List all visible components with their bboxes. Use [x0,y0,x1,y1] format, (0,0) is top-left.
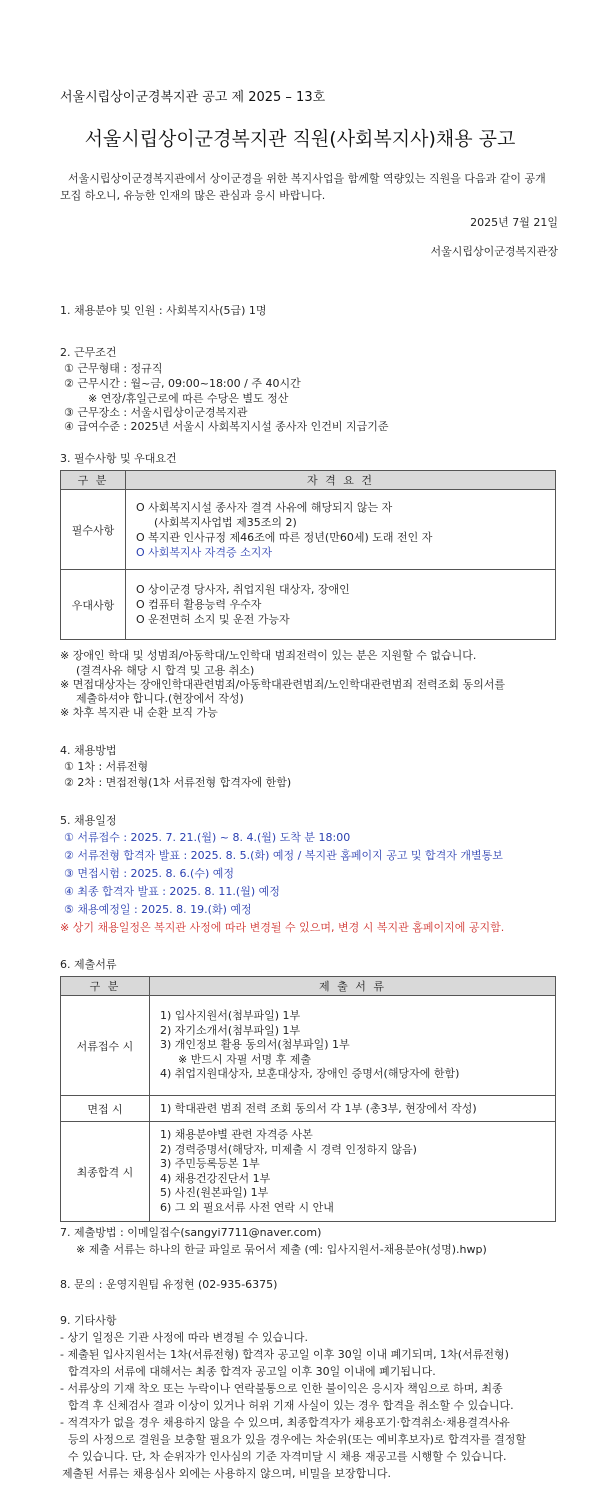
s5-item: ⑤ 채용예정일 : 2025. 8. 19.(화) 예정 [64,903,252,916]
section-5-heading: 5. 채용일정 [60,814,117,827]
row-label: 면접 시 [61,1096,150,1122]
s7-note: ※ 제출 서류는 하나의 한글 파일로 묶어서 제출 (예: 입사지원서-채용분야(성명).hwp) [76,1243,487,1256]
s3-note: ※ 장애인 학대 및 성범죄/아동학대/노인학대 범죄전력이 있는 분은 지원할 수 없습니다. [60,649,477,662]
list-item: 2) 경력증명서(해당자, 미제출 시 경력 인정하지 않음) [160,1142,417,1156]
list-item: 4) 채용건강진단서 1부 [160,1171,271,1185]
document-list [150,1096,556,1122]
section-3-heading: 3. 필수사항 및 우대요건 [60,452,177,465]
s9-line: 수 있습니다. 단, 차 순위자가 인사심의 기준 자격미달 시 채용 재공고를 시행할 수 있습니다. [68,1450,507,1463]
s3-note: ※ 차후 복지관 내 순환 보직 가능 [60,706,218,719]
document-list [150,1122,556,1222]
row-label: 서류접수 시 [61,996,150,1096]
list-item: O 운전면허 소지 및 운전 가능자 [136,613,290,626]
list-item: 3) 개인정보 활용 동의서(첨부파일) 1부 [160,1038,350,1052]
list-item: O 사회복지사 자격증 소지자 [136,545,273,559]
s5-item: ② 서류전형 합격자 발표 : 2025. 8. 5.(화) 예정 / 복지관 홈페이지 공고 및 합격자 개별통보 [64,849,503,862]
required-label: 필수사항 [61,490,126,570]
s3-note: ※ 면접대상자는 장애인학대관련범죄/아동학대관련범죄/노인학대관련범죄 전력조회 동의서를 [60,678,506,691]
notice-date: 2025년 7월 21일 [470,216,558,229]
list-item: (사회복지사업법 제35조의 2) [154,515,297,529]
list-item: ※ 반드시 자필 서명 후 제출 [178,1052,311,1066]
section-4-heading: 4. 채용방법 [60,744,117,757]
s9-line: 합격자의 서류에 대해서는 최종 합격자 공고일 이후 30일 이내에 폐기됩니다. [68,1365,436,1378]
s2-note: ※ 연장/휴일근로에 따른 수당은 별도 정산 [88,392,289,405]
list-item: O 복지관 인사규정 제46조에 따른 정년(만60세) 도래 전인 자 [136,530,433,544]
document-list [150,996,556,1096]
table-header-requirements: 자 격 요 건 [126,471,556,490]
list-item: 5) 사진(원본파일) 1부 [160,1186,269,1199]
required-list [126,490,556,570]
s9-line: - 상기 일정은 기관 사정에 따라 변경될 수 있습니다. [60,1331,308,1344]
list-item: O 컴퓨터 활용능력 우수자 [136,598,262,611]
s9-line: 등의 사정으로 결원을 보충할 필요가 있을 경우에는 차순위(또는 예비후보자)로 합격자를 결정할 [68,1433,526,1446]
s5-item: ④ 최종 합격자 발표 : 2025. 8. 11.(월) 예정 [64,885,280,898]
section-2-heading: 2. 근무조건 [60,346,117,359]
s5-warning: ※ 상기 채용일정은 복지관 사정에 따라 변경될 수 있으며, 변경 시 복지관 홈페이지에 공지함. [60,921,505,934]
notice-number: 서울시립상이군경복지관 공고 제 2025 – 13호 [60,90,326,105]
table-header-documents: 제 출 서 류 [150,977,556,996]
section-8-heading: 8. 문의 : 운영지원팀 유정현 (02-935-6375) [60,1278,278,1291]
list-item: 1) 채용분야별 관련 자격증 사본 [160,1128,313,1141]
s3-note: (결격사유 해당 시 합격 및 고용 취소) [76,664,255,677]
preferred-label: 우대사항 [61,570,126,640]
list-item: O 상이군경 당사자, 취업지원 대상자, 장애인 [136,583,350,596]
s4-item: ② 2차 : 면접전형(1차 서류전형 합격자에 한함) [64,776,292,789]
organization-name: 서울시립상이군경복지관장 [430,245,558,258]
page-title: 서울시립상이군경복지관 직원(사회복지사)채용 공고 [84,128,516,150]
section-7-heading: 7. 제출방법 : 이메일접수(sangyi7711@naver.com) [60,1226,322,1239]
s2-item: ② 근무시간 : 월~금, 09:00~18:00 / 주 40시간 [64,377,301,390]
list-item: 1) 입사지원서(첨부파일) 1부 [160,1009,301,1023]
section-6-heading: 6. 제출서류 [60,958,117,971]
list-item: 1) 학대관련 범죄 전력 조회 동의서 각 1부 (총3부, 현장에서 작성) [160,1102,477,1115]
s9-line: - 적격자가 없을 경우 채용하지 않을 수 있으며, 최종합격자가 채용포기·합격취소·채용결격사유 [60,1416,510,1429]
table-header-category: 구 분 [61,471,126,490]
section-9-heading: 9. 기타사항 [60,1314,117,1327]
s2-item: ① 근무형태 : 정규직 [64,362,163,375]
s9-line: - 서류상의 기재 착오 또는 누락이나 연락불통으로 인한 불이익은 응시자 책임으로 하며, 최종 [60,1382,503,1395]
s9-line: - 제출된 입사지원서는 1차(서류전형) 합격자 공고일 이후 30일 이내 폐기되며, 1차(서류전형) [60,1348,509,1361]
s2-item: ③ 근무장소 : 서울시립상이군경복지관 [64,406,248,419]
s4-item: ① 1차 : 서류전형 [64,760,149,773]
s2-item: ④ 급여수준 : 2025년 서울시 사회복지시설 종사자 인건비 지급기준 [64,420,389,433]
list-item: O 사회복지시설 종사자 결격 사유에 해당되지 않는 자 [136,500,393,514]
intro-paragraph: 서울시립상이군경복지관에서 상이군경을 위한 복지사업을 함께할 역량있는 직원을 다음과 같이 공개모집 하오니, 유능한 인재의 많은 관심과 응시 바랍니다. [60,172,546,202]
table-header-category: 구 분 [61,977,150,996]
s9-line: 제출된 서류는 채용심사 외에는 사용하지 않으며, 비밀을 보장합니다. [62,1467,391,1480]
list-item: 3) 주민등록등본 1부 [160,1157,260,1170]
s9-line: 합격 후 신체검사 결과 이상이 있거나 허위 기재 사실이 있는 경우 합격을 취소할 수 있습니다. [68,1399,514,1412]
requirements-table [60,470,556,640]
s5-item: ③ 면접시험 : 2025. 8. 6.(수) 예정 [64,867,234,880]
preferred-list [126,570,556,640]
section-1-heading: 1. 채용분야 및 인원 : 사회복지사(5급) 1명 [60,304,267,317]
list-item: 2) 자기소개서(첨부파일) 1부 [160,1023,301,1037]
s5-item: ① 서류접수 : 2025. 7. 21.(월) ~ 8. 4.(월) 도착 분 18:00 [64,831,351,844]
list-item: 4) 취업지원대상자, 보훈대상자, 장애인 증명서(해당자에 한함) [160,1067,460,1081]
row-label: 최종합격 시 [61,1122,150,1222]
list-item: 6) 그 외 필요서류 사전 연락 시 안내 [160,1200,334,1214]
documents-table [60,976,556,1222]
s3-note: 제출하셔야 합니다.(현장에서 작성) [76,692,244,705]
